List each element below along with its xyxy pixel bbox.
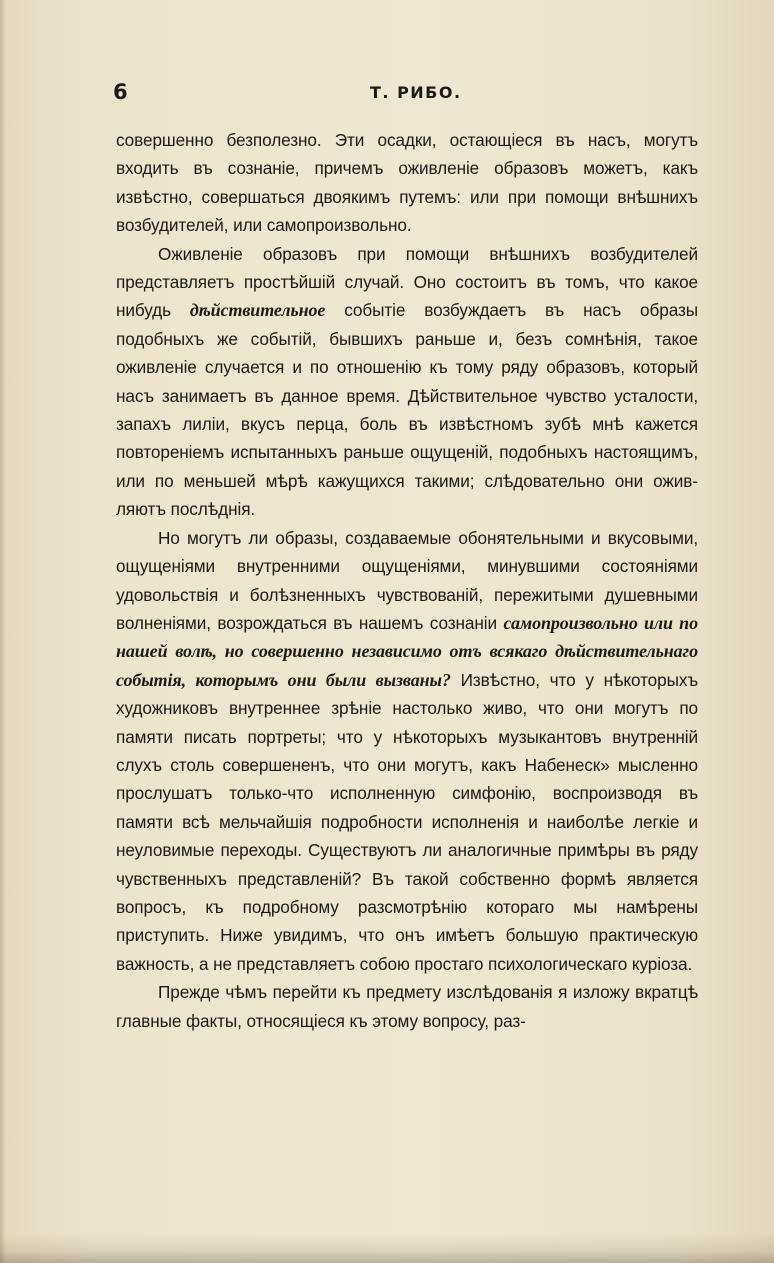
page-header — [113, 80, 694, 110]
italic-text-run: самопроизвольно или по нашей волѣ, но совершенно независимо отъ всякаго дѣйствительнаго событія, которымъ они были вызваны? — [116, 612, 698, 690]
text-run: Извѣстно, что у нѣкоторыхъ художниковъ внутреннее зрѣніе настолько живо, что они могутъ по памяти писать портреты; что у нѣкоторыхъ музыкантовъ внутренній слухъ столь совершененъ, что они могутъ, какъ Набенеск» мысленно прослушатъ только-что исполненную симфонію, воспроизводя въ памяти всѣ мельчайшія подробности исполненія и наиболѣе легкіе и неуловимые переходы. Существуютъ ли аналогичные примѣры въ ряду чувственныхъ представленій? Въ такой собственно формѣ является вопросъ, къ подробному разсмотрѣнію котораго мы намѣрены приступить. Ниже увидимъ, что онъ имѣетъ большую практическую важность, а не представляетъ собою простаго психологическаго куріоза. — [116, 669, 698, 974]
text-run: событіе возбуждаетъ въ насъ образы подобныхъ же событій, бывшихъ раньше и, безъ сомнѣнія, такое оживленіе случается и по отношенію къ тому ряду образовъ, который насъ занимаетъ въ данное время. Дѣйствительное чувство усталости, запахъ лиліи, вкусъ перца, боль въ извѣстномъ зубѣ мнѣ кажется повтореніемъ испытанныхъ раньше ощущеній, подобныхъ настоящимъ, или по меньшей мѣрѣ кажущихся такими; слѣдовательно они оживляютъ послѣднія. — [116, 300, 698, 520]
running-head: Т. РИБО. — [370, 83, 462, 102]
paragraph — [116, 240, 698, 524]
page-bottom-shadow — [0, 1233, 774, 1263]
page-edge-shadow — [0, 0, 6, 1263]
paragraph — [116, 126, 698, 240]
page-number: 6 — [113, 80, 129, 104]
paragraph — [116, 524, 698, 979]
italic-text-run: дѣйствительное — [189, 300, 326, 321]
text-run: совершенно безполезно. Эти осадки, остающіеся въ насъ, могутъ входить въ сознаніе, причемъ оживленіе образовъ можетъ, какъ извѣстно, совершаться двоякимъ путемъ: или при помощи внѣшнихъ возбудителей, или самопроизвольно. — [116, 130, 698, 236]
text-run: Оживленіе образовъ при помощи внѣшнихъ возбудителей представляетъ простѣйшій случай. Оно состоитъ въ томъ, что какое нибудь — [116, 243, 698, 321]
text-run: Прежде чѣмъ перейти къ предмету изслѣдованія я изложу вкратцѣ главные факты, относящіеся къ этому вопросу, раз- — [116, 982, 698, 1031]
body-text — [116, 126, 698, 1035]
paragraph — [116, 978, 698, 1035]
text-run: Но могутъ ли образы, создаваемые обонятельными и вкусовыми, ощущеніями внутренними ощущеніями, минувшими состояніями удовольствія и болѣзненныхъ чувствованій, пережитыми душевными волненіями, возрождаться въ нашемъ сознаніи — [116, 527, 698, 633]
